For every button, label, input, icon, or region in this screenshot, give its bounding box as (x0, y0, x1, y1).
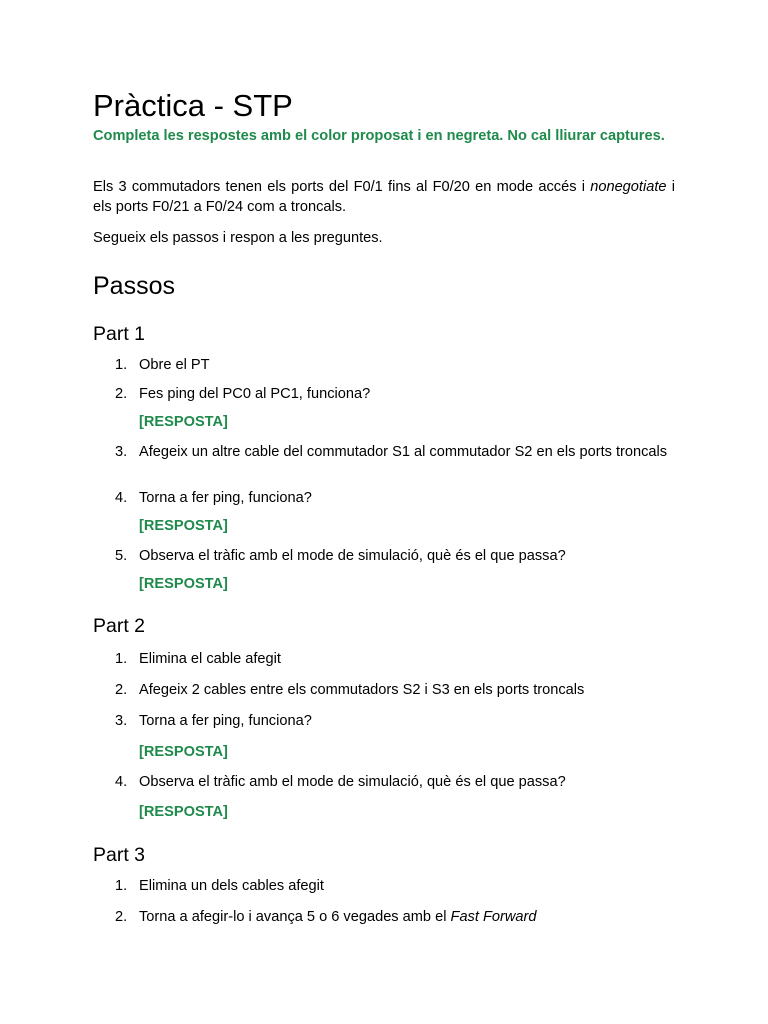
list-item-number: 1. (115, 878, 128, 894)
list-item-text: Observa el tràfic amb el mode de simulació, què és el que passa? (139, 774, 566, 790)
list-item-number: 1. (115, 357, 128, 373)
part-2-title: Part 2 (93, 615, 146, 637)
list-item-number: 1. (115, 651, 128, 667)
list-item-number: 3. (115, 444, 128, 460)
list-item-text: Obre el PT (139, 357, 210, 373)
part-3-title: Part 3 (93, 844, 146, 866)
answer-placeholder: [RESPOSTA] (139, 576, 228, 592)
list-item-text: Afegeix un altre cable del commutador S1 al commutador S2 en els ports troncals (139, 444, 668, 460)
list-item-number: 4. (115, 774, 128, 790)
list-item-number: 3. (115, 713, 128, 729)
page-title: Pràctica - STP (93, 88, 293, 123)
list-item-text: Elimina el cable afegit (139, 651, 281, 667)
list-item-text (139, 909, 674, 926)
list-item-text-italic: Fast Forward (450, 909, 537, 925)
answer-placeholder: [RESPOSTA] (139, 804, 228, 820)
list-item-text-plain: Torna a afegir-lo i avança 5 o 6 vegades amb el (139, 909, 451, 925)
intro-paragraph (93, 177, 675, 217)
part-1-title: Part 1 (93, 323, 146, 345)
instruction-text: Completa les respostes amb el color proposat i en negreta. No cal lliurar captures. (93, 128, 665, 144)
list-item-text: Afegeix 2 cables entre els commutadors S2 i S3 en els ports troncals (139, 682, 585, 698)
intro-text-1: Els 3 commutadors tenen els ports del F0/1 fins al F0/20 en mode accés i (93, 179, 591, 195)
list-item-number: 2. (115, 909, 128, 925)
section-title: Passos (93, 272, 175, 300)
intro-italic: nonegotiate (590, 179, 667, 195)
list-item-number: 4. (115, 490, 128, 506)
answer-placeholder: [RESPOSTA] (139, 744, 228, 760)
list-item-text: Fes ping del PC0 al PC1, funciona? (139, 386, 371, 402)
intro-text-2: i els ports F0/21 a F0/24 com a troncals. (93, 179, 675, 215)
list-item-text: Observa el tràfic amb el mode de simulació, què és el que passa? (139, 548, 566, 564)
list-item-number: 2. (115, 386, 128, 402)
answer-placeholder: [RESPOSTA] (139, 414, 228, 430)
list-item-number: 5. (115, 548, 128, 564)
answer-placeholder: [RESPOSTA] (139, 518, 228, 534)
list-item-number: 2. (115, 682, 128, 698)
list-item-text: Torna a fer ping, funciona? (139, 713, 312, 729)
instructions-line: Segueix els passos i respon a les preguntes. (93, 230, 383, 246)
list-item-text: Elimina un dels cables afegit (139, 878, 324, 894)
list-item-text: Torna a fer ping, funciona? (139, 490, 312, 506)
